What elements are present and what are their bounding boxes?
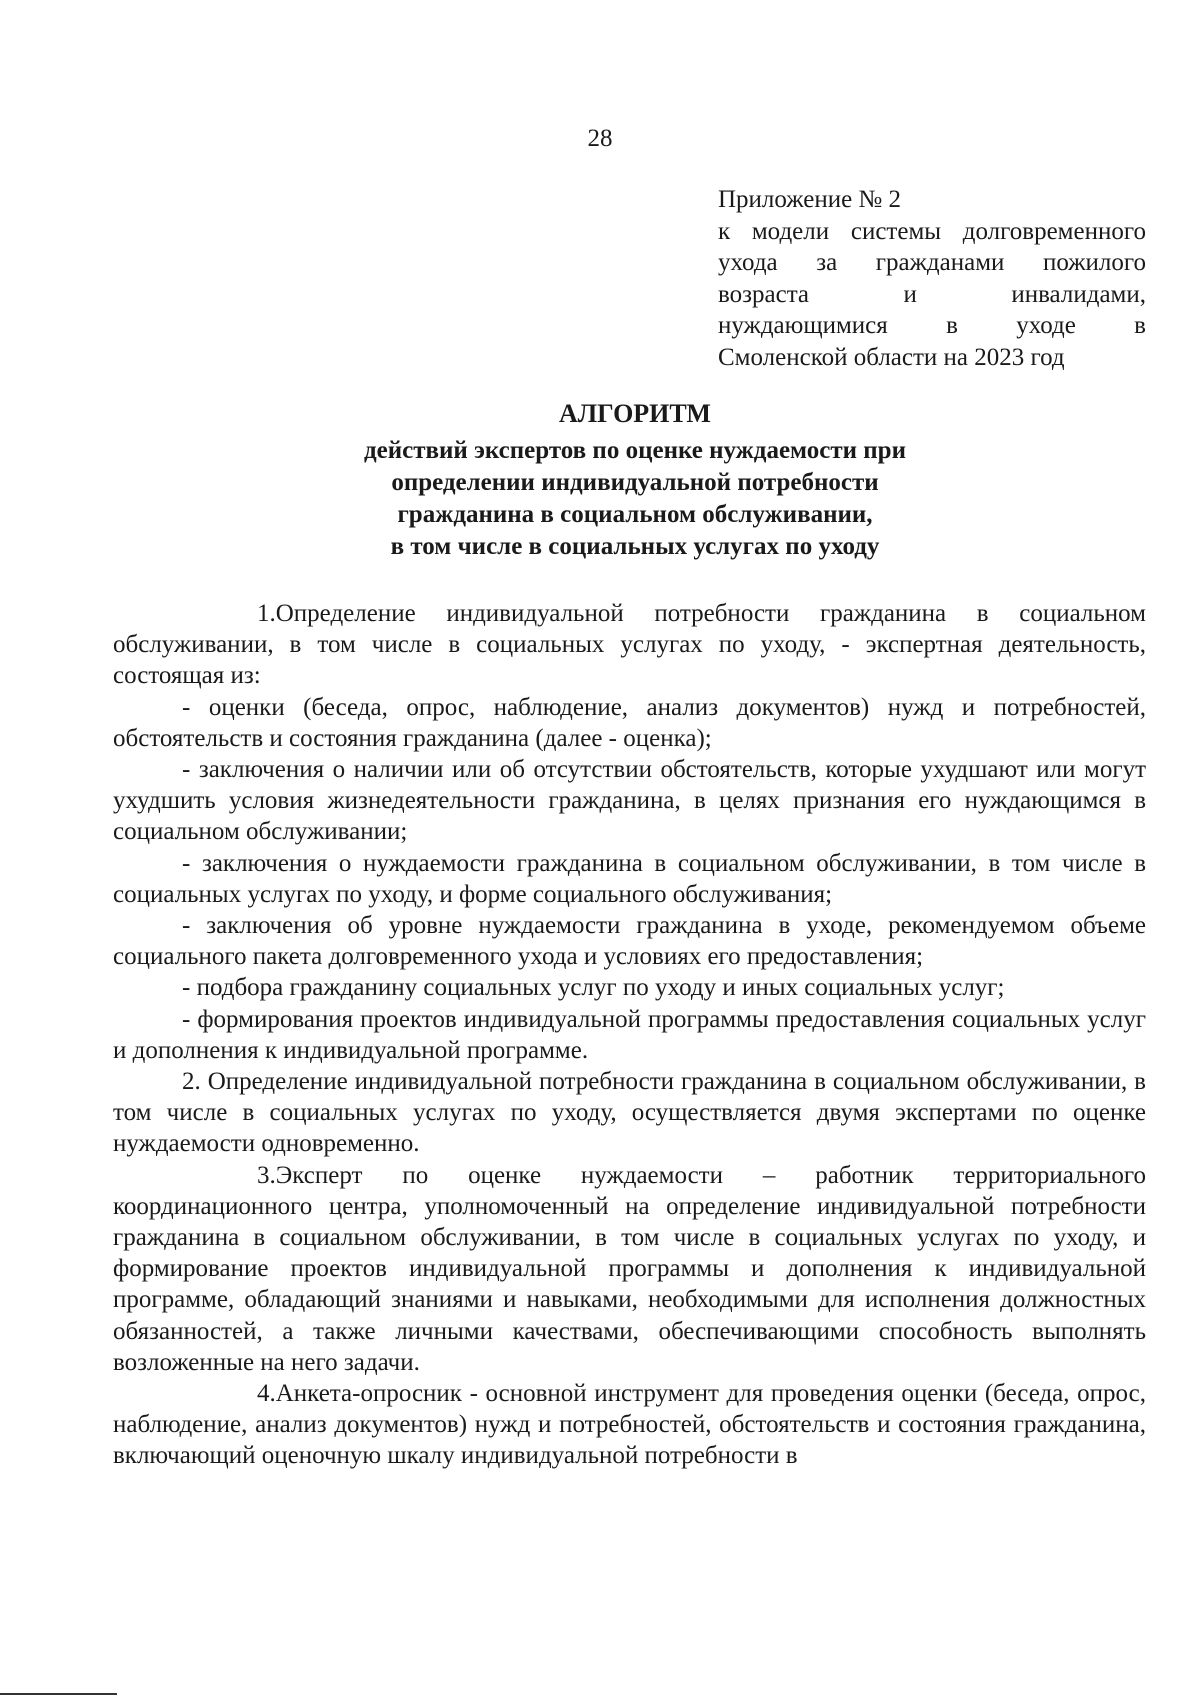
appendix-line: возраста и инвалидами,	[718, 280, 1146, 308]
appendix-line: нуждающимися в уходе в	[718, 312, 1146, 339]
list-item: - формирования проектов индивидуальной программы предоставления социальных услуг и дополнения к индивидуальной программе.	[113, 1005, 1146, 1064]
list-item: - заключения о наличии или об отсутствии обстоятельств, которые ухудшают или могут ухудшить условия жизнедеятельности гражданина, в целях признания его нуждающимся в социальном обслуживании;	[113, 756, 1146, 846]
paragraph-text: Эксперт по оценке нуждаемости – работник территориального координационного центра, уполномоченный на определение индивидуальной потребности гражданина в социальном обслуживании, в том числе в социальных услугах по уходу, и формирование проектов индивидуальной программы и дополнения к индивидуальной программе, обладающий знаниями и навыками, необходимыми для исполнения должностных обязанностей, а также личными качествами, обеспечивающими способность выполнять возложенные на него задачи.	[113, 1161, 1146, 1376]
paragraph-3	[113, 1160, 1146, 1378]
appendix-line: ухода за гражданами пожилого	[718, 249, 1146, 276]
subtitle-line: гражданина в социальном обслуживании,	[397, 501, 873, 528]
appendix-number: Приложение № 2	[718, 186, 902, 213]
paragraph-number: 4.	[257, 1380, 276, 1408]
paragraph-1	[113, 598, 1146, 692]
document-subtitle	[0, 435, 1200, 563]
list-item: - оценки (беседа, опрос, наблюдение, анализ документов) нужд и потребностей, обстоятельств и состояния гражданина (далее - оценка);	[113, 693, 1146, 752]
paragraph-text: Анкета-опросник - основной инструмент для проведения оценки (беседа, опрос, наблюдение, анализ документов) нужд и потребностей, обстоятельств и состояния гражданина, включающий оценочную шкалу индивидуальной потребности в	[113, 1380, 1146, 1470]
footer-divider	[0, 1693, 117, 1695]
list-item: - заключения о нуждаемости гражданина в социальном обслуживании, в том числе в социальных услугах по уходу, и форме социального обслуживания;	[113, 849, 1146, 908]
subtitle-line: определении индивидуальной потребности	[391, 469, 879, 496]
paragraph-number: 1.	[257, 600, 276, 627]
page-number: 28	[587, 125, 613, 152]
appendix-header	[718, 184, 1146, 373]
appendix-line: Смоленской области на 2023 год	[718, 343, 1065, 371]
list-item: - подбора гражданину социальных услуг по уходу и иных социальных услуг;	[182, 974, 1005, 1002]
document-title: АЛГОРИТМ	[559, 399, 711, 428]
document-body	[113, 598, 1146, 1472]
subtitle-line: действий экспертов по оценке нуждаемости при	[364, 437, 906, 464]
list-item: - заключения об уровне нуждаемости гражданина в уходе, рекомендуемом объеме социального пакета долговременного ухода и условиях его предоставления;	[113, 912, 1146, 971]
paragraph-number: 3.	[257, 1161, 276, 1189]
paragraph-text: Определение индивидуальной потребности гражданина в социальном обслуживании, в том числе в социальных услугах по уходу, - экспертная деятельность, состоящая из:	[113, 600, 1146, 690]
paragraph-4	[113, 1378, 1146, 1472]
subtitle-line: в том числе в социальных услугах по уходу	[390, 533, 880, 560]
paragraph-2: 2. Определение индивидуальной потребности гражданина в социальном обслуживании, в том числе в социальных услугах по уходу, осуществляется двумя экспертами по оценке нуждаемости одновременно.	[113, 1068, 1146, 1158]
appendix-line: к модели системы долговременного	[718, 217, 1146, 245]
